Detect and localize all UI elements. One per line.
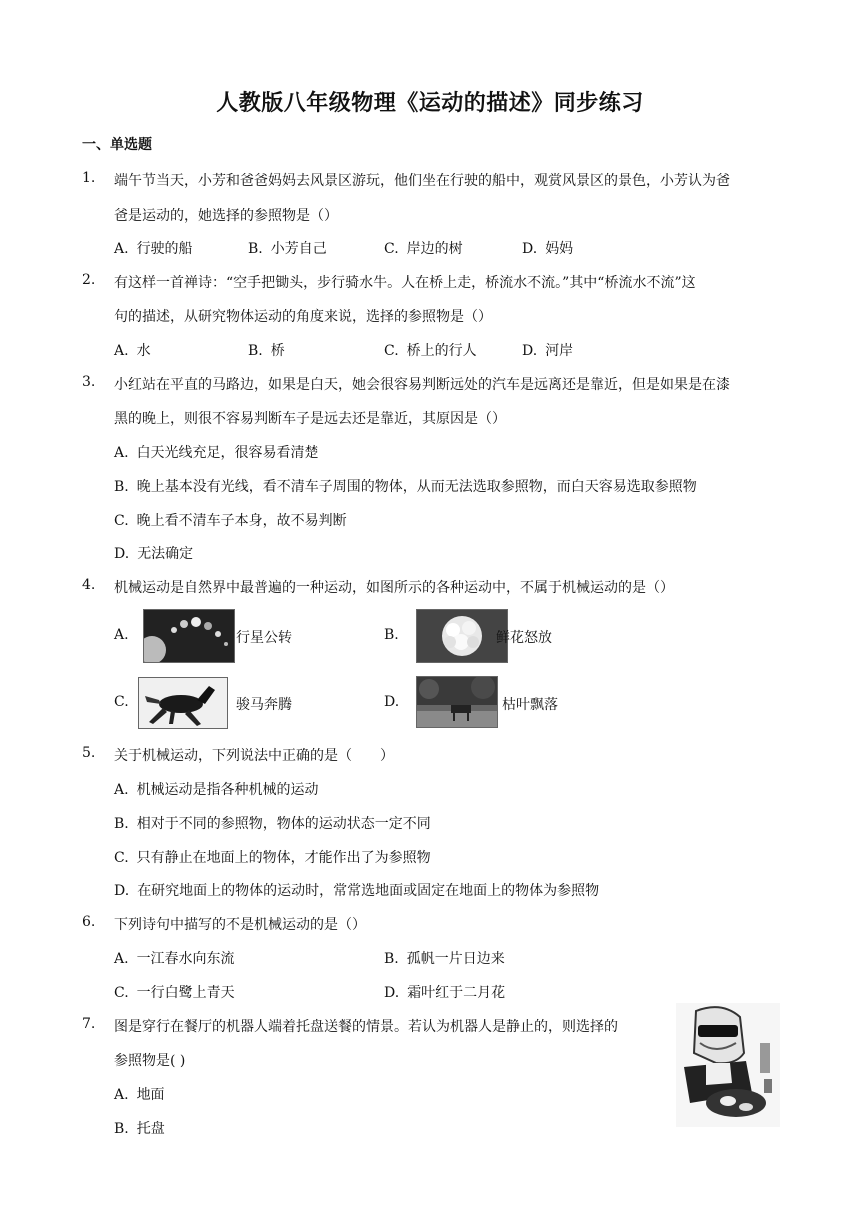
option-c: C. 岸边的树 <box>384 241 463 257</box>
robot-waiter-image <box>676 1003 780 1127</box>
question-number: 6. <box>82 914 96 930</box>
option-b-label: B. <box>384 627 399 643</box>
question-text: 机械运动是自然界中最普遍的一种运动，如图所示的各种运动中，不属于机械运动的是（） <box>114 580 674 596</box>
option-b-text: 鲜花怒放 <box>496 630 552 646</box>
option-a-label: A. <box>114 627 129 643</box>
question-number: 3. <box>82 374 96 390</box>
question-text: 图是穿行在餐厅的机器人端着托盘送餐的情景。若认为机器人是静止的，则选择的 <box>114 1019 618 1035</box>
option-b: B. 托盘 <box>114 1121 165 1137</box>
question-text: 参照物是( ) <box>114 1053 186 1069</box>
option-a: A. 行驶的船 <box>114 241 193 257</box>
option-b: B. 晚上基本没有光线，看不清车子周围的物体，从而无法选取参照物，而白天容易选取参照物 <box>114 479 697 495</box>
question-number: 7. <box>82 1016 96 1032</box>
question-number: 5. <box>82 745 96 761</box>
option-d: D. 无法确定 <box>114 546 194 562</box>
option-d: D. 妈妈 <box>522 241 574 257</box>
option-d-label: D. <box>384 694 400 710</box>
question-text: 端午节当天，小芳和爸爸妈妈去风景区游玩，他们坐在行驶的船中，观赏风景区的景色，小芳认为爸 <box>114 173 730 189</box>
option-a: A. 机械运动是指各种机械的运动 <box>114 782 319 798</box>
section-heading: 一、单选题 <box>82 137 152 153</box>
option-b: B. 孤帆一片日边来 <box>384 951 505 967</box>
option-b: B. 相对于不同的参照物，物体的运动状态一定不同 <box>114 816 431 832</box>
question-text: 黑的晚上，则很不容易判断车子是远去还是靠近，其原因是（） <box>114 411 506 427</box>
option-c: C. 一行白鹭上青天 <box>114 985 235 1001</box>
question-number: 2. <box>82 272 96 288</box>
question-text: 有这样一首禅诗：“空手把锄头，步行骑水牛。人在桥上走，桥流水不流。”其中“桥流水不流”这 <box>114 275 696 291</box>
option-b: B. 桥 <box>248 343 285 359</box>
question-text: 下列诗句中描写的不是机械运动的是（） <box>114 917 366 933</box>
question-text: 爸是运动的，她选择的参照物是（） <box>114 208 338 224</box>
question-text: 句的描述，从研究物体运动的角度来说，选择的参照物是（） <box>114 309 492 325</box>
question-number: 4. <box>82 577 96 593</box>
option-a: A. 白天光线充足，很容易看清楚 <box>114 445 319 461</box>
page-title: 人教版八年级物理《运动的描述》同步练习 <box>216 91 644 116</box>
planets-image <box>143 609 235 663</box>
option-c: C. 只有静止在地面上的物体，才能作出了为参照物 <box>114 850 431 866</box>
horse-image <box>138 677 228 729</box>
option-a-text: 行星公转 <box>236 630 292 646</box>
option-a: A. 地面 <box>114 1087 165 1103</box>
question-text: 小红站在平直的马路边，如果是白天，她会很容易判断远处的汽车是远离还是靠近，但是如果是在漆 <box>114 377 730 393</box>
option-a: A. 一江春水向东流 <box>114 951 235 967</box>
falling-leaves-image <box>416 676 498 728</box>
option-b: B. 小芳自己 <box>248 241 327 257</box>
option-c-text: 骏马奔腾 <box>236 697 292 713</box>
flower-image <box>416 609 508 663</box>
option-c-label: C. <box>114 694 129 710</box>
option-c: C. 晚上看不清车子本身，故不易判断 <box>114 513 347 529</box>
option-d: D. 河岸 <box>522 343 574 359</box>
option-a: A. 水 <box>114 343 151 359</box>
option-d: D. 在研究地面上的物体的运动时，常常选地面或固定在地面上的物体为参照物 <box>114 883 600 899</box>
option-d: D. 霜叶红于二月花 <box>384 985 506 1001</box>
option-c: C. 桥上的行人 <box>384 343 477 359</box>
question-text: 关于机械运动，下列说法中正确的是（ ） <box>114 748 394 764</box>
question-number: 1. <box>82 170 96 186</box>
option-d-text: 枯叶飘落 <box>502 697 558 713</box>
